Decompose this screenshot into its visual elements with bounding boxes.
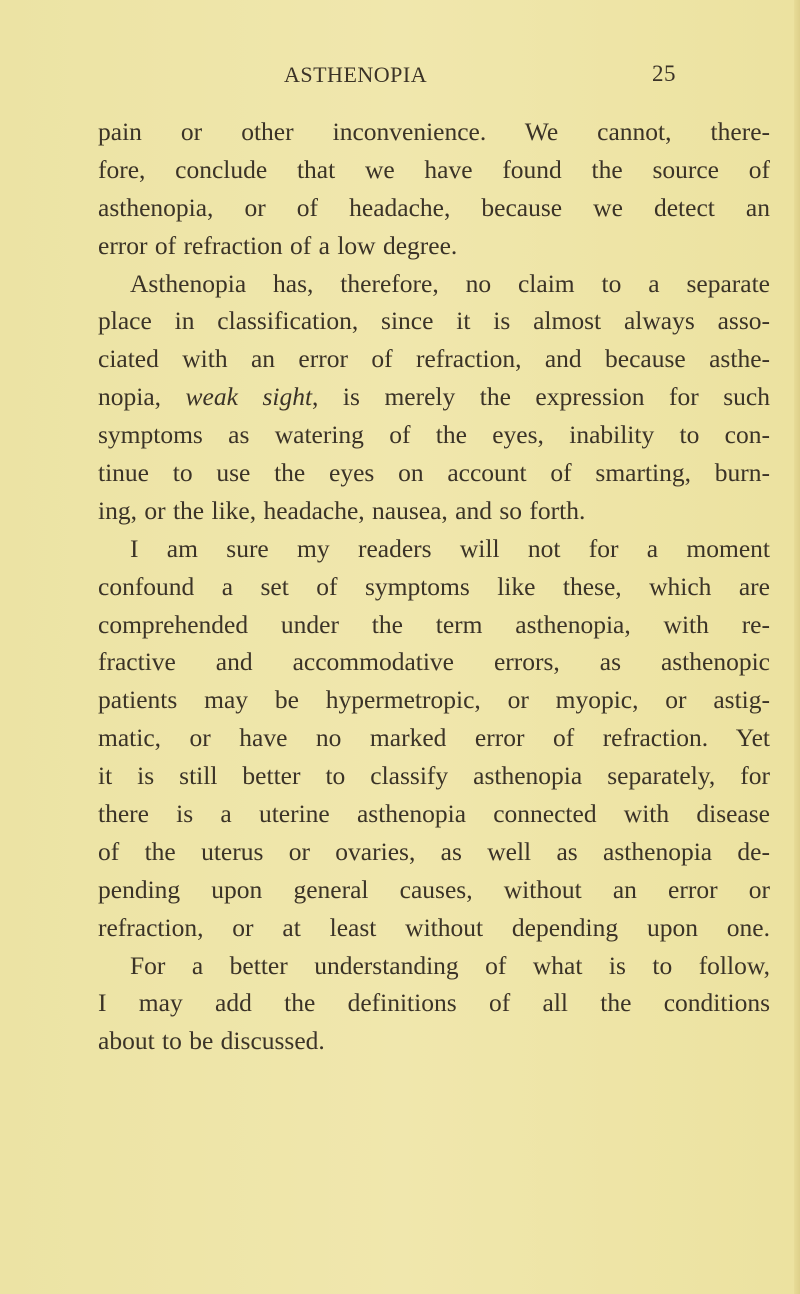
- text-line: place in classification, since it is almost always asso-: [98, 306, 770, 336]
- text-line: of the uterus or ovaries, as well as asthenopia de-: [98, 836, 770, 866]
- text-line: confound a set of symptoms like these, which are: [98, 571, 770, 601]
- text-segment: , is merely the expression for such: [312, 382, 770, 412]
- page-edge: [794, 0, 800, 1294]
- text-line: ing, or the like, headache, nausea, and so forth.: [98, 495, 586, 525]
- page-number: 25: [652, 61, 676, 86]
- text-line: matic, or have no marked error of refraction. Yet: [98, 723, 770, 753]
- italic-phrase: weak sight: [185, 382, 313, 412]
- text-line: symptoms as watering of the eyes, inability to con-: [98, 420, 770, 450]
- text-line: refraction, or at least without depending upon one.: [98, 912, 770, 942]
- body-text: [98, 113, 770, 1060]
- text-line: asthenopia, or of headache, because we detect an: [98, 192, 770, 222]
- text-line: comprehended under the term asthenopia, with re-: [98, 609, 770, 639]
- text-line: ciated with an error of refraction, and because asthe-: [98, 344, 770, 374]
- text-line: For a better understanding of what is to follow,: [130, 950, 770, 980]
- text-line: I may add the definitions of all the conditions: [98, 988, 770, 1018]
- text-line: tinue to use the eyes on account of smarting, burn-: [98, 458, 770, 488]
- text-segment: nopia,: [98, 382, 186, 412]
- running-head: [98, 62, 770, 92]
- text-line: error of refraction of a low degree.: [98, 230, 458, 260]
- text-line: pending upon general causes, without an error or: [98, 874, 770, 904]
- text-line: fore, conclude that we have found the source of: [98, 154, 770, 184]
- text-line: patients may be hypermetropic, or myopic, or astig-: [98, 685, 770, 715]
- text-line: Asthenopia has, therefore, no claim to a separate: [130, 268, 770, 298]
- text-line: [98, 378, 770, 416]
- text-line: it is still better to classify asthenopia separately, for: [98, 761, 770, 791]
- text-line: fractive and accommodative errors, as asthenopic: [98, 647, 770, 677]
- text-line: there is a uterine asthenopia connected with disease: [98, 799, 770, 829]
- running-head-title: ASTHENOPIA: [284, 62, 428, 87]
- text-line: about to be discussed.: [98, 1026, 325, 1056]
- text-line: pain or other inconvenience. We cannot, there-: [98, 117, 770, 146]
- text-line: I am sure my readers will not for a moment: [130, 533, 770, 563]
